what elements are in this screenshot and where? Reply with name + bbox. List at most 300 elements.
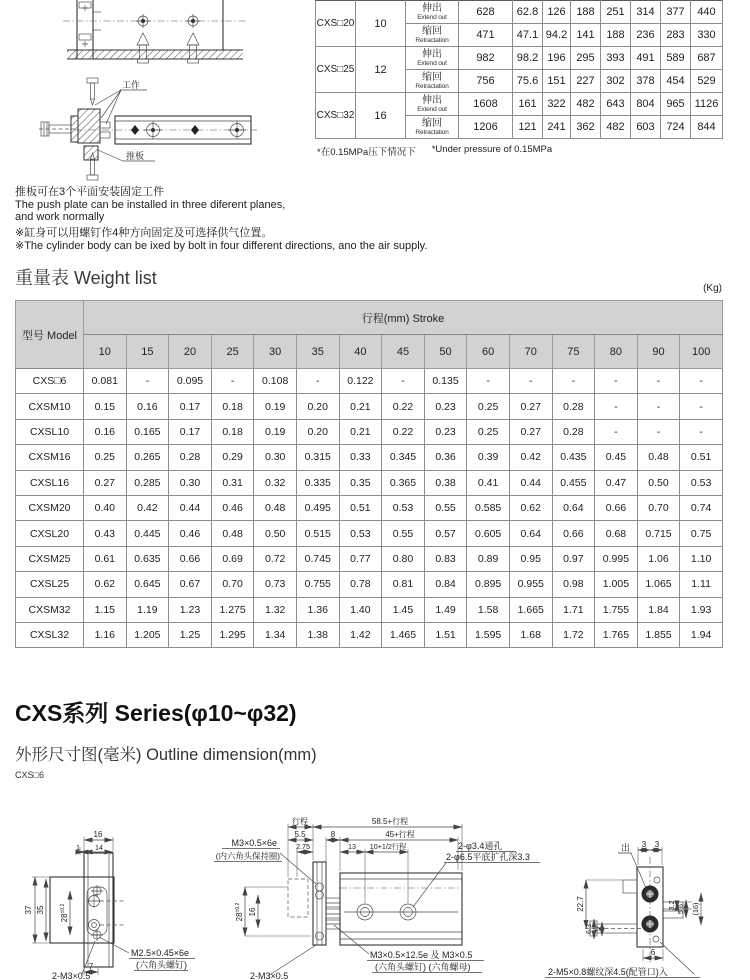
value-cell: 283 — [661, 24, 691, 47]
stroke-col-header: 10 — [84, 335, 127, 369]
dim-label: $28^{\pm 0.2}$ — [60, 903, 69, 923]
value-cell: 0.64 — [509, 521, 552, 546]
direction-cell: 缩回 Retractation — [406, 116, 459, 139]
value-cell: 0.995 — [595, 546, 638, 571]
value-cell: 0.64 — [552, 495, 595, 520]
dim-label: 22.7 — [576, 896, 585, 912]
value-cell: 322 — [543, 93, 571, 116]
value-cell: 0.55 — [382, 521, 425, 546]
value-cell: 0.108 — [254, 369, 297, 394]
value-cell: 1.205 — [126, 622, 169, 647]
value-cell: 188 — [571, 1, 601, 24]
value-cell: 0.27 — [509, 394, 552, 419]
value-cell: 1.71 — [552, 597, 595, 622]
value-cell: 0.25 — [84, 445, 127, 470]
dim-label: 行程 — [292, 817, 308, 826]
dim-label: 5.5 — [294, 830, 306, 839]
value-cell: 314 — [631, 1, 661, 24]
value-cell: 0.51 — [339, 495, 382, 520]
value-cell: 1.42 — [339, 622, 382, 647]
value-cell: 482 — [571, 93, 601, 116]
value-cell: 0.20 — [296, 394, 339, 419]
value-cell: 0.62 — [509, 495, 552, 520]
value-cell: 0.315 — [296, 445, 339, 470]
value-cell: 1.19 — [126, 597, 169, 622]
value-cell: 236 — [631, 24, 661, 47]
stroke-col-header: 70 — [509, 335, 552, 369]
stroke-col-header: 45 — [382, 335, 425, 369]
value-cell: 1.72 — [552, 622, 595, 647]
value-cell: 471 — [459, 24, 513, 47]
value-cell: 0.45 — [595, 445, 638, 470]
value-cell: 0.68 — [595, 521, 638, 546]
value-cell: 643 — [601, 93, 631, 116]
value-cell: 94.2 — [543, 24, 571, 47]
value-cell: 62.8 — [513, 1, 543, 24]
value-cell: 0.77 — [339, 546, 382, 571]
value-cell: - — [552, 369, 595, 394]
stroke-col-header: 40 — [339, 335, 382, 369]
value-cell: 1.94 — [680, 622, 723, 647]
value-cell: 0.98 — [552, 572, 595, 597]
model-cell: CXSM20 — [16, 495, 84, 520]
value-cell: 0.28 — [169, 445, 212, 470]
value-cell: 0.38 — [424, 470, 467, 495]
value-cell: 1.005 — [595, 572, 638, 597]
value-cell: 0.70 — [637, 495, 680, 520]
dim-label: 37 — [24, 905, 33, 915]
value-cell: 603 — [631, 116, 661, 139]
value-cell: 0.40 — [84, 495, 127, 520]
dim-label: 2.75 — [296, 842, 310, 851]
note-line: 推板可在3个平面安装固定工件 — [15, 186, 165, 198]
bar-hole — [228, 121, 246, 139]
weight-row — [16, 419, 723, 444]
rod-assembly — [39, 116, 79, 142]
value-cell: 1.34 — [254, 622, 297, 647]
value-cell: 0.75 — [680, 521, 723, 546]
value-cell: 151 — [543, 70, 571, 93]
screw-sublabel: (六角头螺钉) — [136, 960, 187, 970]
dim-label: 8 — [330, 830, 336, 839]
value-cell: 0.51 — [680, 445, 723, 470]
model-cell: CXSM16 — [16, 445, 84, 470]
value-cell: 121 — [513, 116, 543, 139]
value-cell: 0.46 — [211, 495, 254, 520]
value-cell: - — [211, 369, 254, 394]
direction-cell: 缩回 Retractation — [406, 24, 459, 47]
footnote-en: *Under pressure of 0.15MPa — [431, 144, 553, 155]
value-cell: 0.46 — [169, 521, 212, 546]
value-cell: 0.122 — [339, 369, 382, 394]
bar-mark — [131, 125, 139, 135]
value-cell: 0.21 — [339, 394, 382, 419]
note-line: ※缸身可以用螺钉作4种方向固定及可选择供气位置。 — [15, 227, 273, 239]
value-cell: 982 — [459, 47, 513, 70]
value-cell: 0.345 — [382, 445, 425, 470]
bore-cell: 16 — [356, 93, 406, 139]
value-cell: 0.66 — [169, 546, 212, 571]
push-plate — [78, 109, 100, 143]
value-cell: 1.93 — [680, 597, 723, 622]
weight-row — [16, 572, 723, 597]
value-cell: 0.135 — [424, 369, 467, 394]
value-cell: 1.36 — [296, 597, 339, 622]
value-cell: 0.755 — [296, 572, 339, 597]
hole-label: 2-φ3.4通孔 — [458, 841, 503, 851]
direction-cell: 缩回 Retractation — [406, 70, 459, 93]
value-cell: 0.28 — [552, 419, 595, 444]
value-cell: 1.49 — [424, 597, 467, 622]
weight-row — [16, 369, 723, 394]
value-cell: 0.515 — [296, 521, 339, 546]
value-cell: 965 — [661, 93, 691, 116]
value-cell: 302 — [601, 70, 631, 93]
dim-label: 3 — [654, 840, 660, 849]
weight-row — [16, 445, 723, 470]
force-row — [316, 93, 723, 116]
bar-hole — [144, 121, 162, 139]
force-table — [315, 0, 723, 139]
weight-row — [16, 470, 723, 495]
value-cell: 0.095 — [169, 369, 212, 394]
value-cell: 0.585 — [467, 495, 510, 520]
value-cell: 141 — [571, 24, 601, 47]
weight-row — [16, 597, 723, 622]
value-cell: 0.47 — [595, 470, 638, 495]
stroke-col-header: 20 — [169, 335, 212, 369]
value-cell: 0.19 — [254, 394, 297, 419]
value-cell: 241 — [543, 116, 571, 139]
value-cell: 0.30 — [169, 470, 212, 495]
value-cell: 0.33 — [339, 445, 382, 470]
value-cell: 251 — [601, 1, 631, 24]
value-cell: 0.31 — [211, 470, 254, 495]
value-cell: 0.645 — [126, 572, 169, 597]
value-cell: - — [595, 369, 638, 394]
value-cell: 0.18 — [211, 419, 254, 444]
model-cell: CXSL10 — [16, 419, 84, 444]
value-cell: 0.745 — [296, 546, 339, 571]
value-cell: 0.455 — [552, 470, 595, 495]
push-plate-label: 推板 — [126, 151, 145, 161]
screw-sublabel: (六角头螺钉) (六角螺母) — [375, 962, 471, 972]
value-cell: 393 — [601, 47, 631, 70]
value-cell: 0.83 — [424, 546, 467, 571]
note-line: The push plate can be installed in three diferent planes, — [15, 198, 286, 211]
dim-label: 1 — [76, 843, 80, 852]
value-cell: 0.42 — [126, 495, 169, 520]
value-cell: 98.2 — [513, 47, 543, 70]
value-cell: 0.22 — [382, 394, 425, 419]
model-cell: CXSM25 — [16, 546, 84, 571]
value-cell: 0.285 — [126, 470, 169, 495]
value-cell: 1.25 — [169, 622, 212, 647]
value-cell: 1.38 — [296, 622, 339, 647]
footnote-cn: *在0.15MPa压下情况下 — [317, 147, 416, 158]
value-cell: 1.595 — [467, 622, 510, 647]
value-cell: 0.715 — [637, 521, 680, 546]
hole-label: 2-φ6.5平底扩孔深3.3 — [446, 852, 530, 862]
value-cell: 529 — [691, 70, 723, 93]
value-cell: 0.95 — [509, 546, 552, 571]
value-cell: 1.40 — [339, 597, 382, 622]
bar-mark — [191, 125, 199, 135]
value-cell: 1.23 — [169, 597, 212, 622]
stroke-col-header: 30 — [254, 335, 297, 369]
model-cell: CXSL25 — [16, 572, 84, 597]
value-cell: 804 — [631, 93, 661, 116]
series-heading: CXS系列 Series(φ10~φ32) — [15, 700, 297, 726]
value-cell: 0.62 — [84, 572, 127, 597]
value-cell: 687 — [691, 47, 723, 70]
value-cell: 0.53 — [680, 470, 723, 495]
model-cell: CXSL20 — [16, 521, 84, 546]
value-cell: 0.70 — [211, 572, 254, 597]
value-cell: - — [595, 419, 638, 444]
value-cell: 0.30 — [254, 445, 297, 470]
dim-label: 16 — [93, 830, 103, 839]
value-cell: 0.16 — [126, 394, 169, 419]
value-cell: 1.84 — [637, 597, 680, 622]
value-cell: 0.41 — [467, 470, 510, 495]
dim-label: $28^{\pm 0.2}$ — [235, 902, 244, 922]
value-cell: - — [509, 369, 552, 394]
value-cell: 0.605 — [467, 521, 510, 546]
dim-label: 45+行程 — [385, 830, 415, 839]
value-cell: 0.18 — [211, 394, 254, 419]
direction-cell: 伸出 Extend out — [406, 93, 459, 116]
force-row — [316, 47, 723, 70]
note-line: and work normally — [15, 211, 105, 223]
value-cell: 0.16 — [84, 419, 127, 444]
model-cell: CXS□32 — [316, 93, 356, 139]
value-cell: 0.78 — [339, 572, 382, 597]
value-cell: - — [595, 394, 638, 419]
value-cell: 589 — [661, 47, 691, 70]
thread-label: 2-M3×0.5 — [250, 971, 289, 980]
value-cell: 0.66 — [595, 495, 638, 520]
value-cell: 0.19 — [254, 419, 297, 444]
work-label: 工作 — [122, 80, 141, 90]
value-cell: 362 — [571, 116, 601, 139]
weight-row — [16, 521, 723, 546]
unit-label: (Kg) — [703, 283, 722, 294]
value-cell: 0.39 — [467, 445, 510, 470]
value-cell: 0.89 — [467, 546, 510, 571]
model-cell: CXSM32 — [16, 597, 84, 622]
value-cell: 126 — [543, 1, 571, 24]
force-row — [316, 1, 723, 24]
value-cell: 188 — [601, 24, 631, 47]
value-cell: - — [680, 419, 723, 444]
value-cell: 0.97 — [552, 546, 595, 571]
value-cell: 75.6 — [513, 70, 543, 93]
value-cell: 0.72 — [254, 546, 297, 571]
value-cell: 1.665 — [509, 597, 552, 622]
value-cell: 0.55 — [424, 495, 467, 520]
out-label: 出 — [620, 843, 630, 853]
screw-label: M3×0.5×12.5e 及 M3×0.5 — [370, 950, 473, 960]
value-cell: 0.53 — [339, 521, 382, 546]
force-footnote — [317, 144, 552, 158]
value-cell: 378 — [631, 70, 661, 93]
value-cell: 0.17 — [169, 419, 212, 444]
value-cell: 1.765 — [595, 622, 638, 647]
value-cell: 1206 — [459, 116, 513, 139]
model-cell: CXS□20 — [316, 1, 356, 47]
value-cell: 0.445 — [126, 521, 169, 546]
bore-cell: 12 — [356, 47, 406, 93]
value-cell: 0.74 — [680, 495, 723, 520]
note-line: ※The cylinder body can be ixed by bolt in four different directions, ano the air supply. — [15, 239, 428, 252]
value-cell: 0.17 — [169, 394, 212, 419]
value-cell: 0.81 — [382, 572, 425, 597]
value-cell: 491 — [631, 47, 661, 70]
value-cell: 1.51 — [424, 622, 467, 647]
value-cell: 1.58 — [467, 597, 510, 622]
value-cell: 1.15 — [84, 597, 127, 622]
stroke-col-header: 80 — [595, 335, 638, 369]
value-cell: 0.495 — [296, 495, 339, 520]
value-cell: 844 — [691, 116, 723, 139]
cylinder-note — [15, 227, 427, 252]
dim-label: 16 — [248, 907, 257, 917]
direction-cell: 伸出 Extend out — [406, 47, 459, 70]
dim-label: 5.6 — [676, 904, 685, 914]
value-cell: 227 — [571, 70, 601, 93]
value-cell: - — [126, 369, 169, 394]
dim-label: 6 — [650, 948, 656, 957]
weight-row — [16, 622, 723, 647]
stroke-col-header: 25 — [211, 335, 254, 369]
model-cell: CXS□25 — [316, 47, 356, 93]
value-cell: 1126 — [691, 93, 723, 116]
dim-label: 35 — [36, 905, 45, 915]
value-cell: 0.80 — [382, 546, 425, 571]
weight-row — [16, 394, 723, 419]
value-cell: 0.53 — [382, 495, 425, 520]
stroke-col-header: 90 — [637, 335, 680, 369]
value-cell: 1.465 — [382, 622, 425, 647]
value-cell: 1.06 — [637, 546, 680, 571]
value-cell: 161 — [513, 93, 543, 116]
value-cell: - — [680, 394, 723, 419]
dim-label: 58.5+行程 — [371, 817, 409, 826]
value-cell: 0.895 — [467, 572, 510, 597]
value-cell: 0.61 — [84, 546, 127, 571]
dim-label: (16) — [691, 902, 700, 916]
value-cell: 1.065 — [637, 572, 680, 597]
value-cell: 756 — [459, 70, 513, 93]
value-cell: 0.165 — [126, 419, 169, 444]
model-header: 型号 Model — [16, 301, 84, 369]
dim-label: 13 — [348, 842, 356, 851]
direction-cell: 伸出 Extend out — [406, 1, 459, 24]
value-cell: 0.22 — [382, 419, 425, 444]
value-cell: 0.25 — [467, 394, 510, 419]
outline-view-right — [545, 840, 701, 978]
value-cell: - — [637, 394, 680, 419]
value-cell: 295 — [571, 47, 601, 70]
dim-label: 7 — [88, 962, 94, 971]
value-cell: 0.67 — [169, 572, 212, 597]
stroke-col-header: 50 — [424, 335, 467, 369]
value-cell: 0.44 — [169, 495, 212, 520]
value-cell: 0.42 — [509, 445, 552, 470]
value-cell: 482 — [601, 116, 631, 139]
dim-label: 5 — [593, 927, 602, 931]
value-cell: 1.275 — [211, 597, 254, 622]
value-cell: 0.50 — [254, 521, 297, 546]
value-cell: 0.84 — [424, 572, 467, 597]
value-cell: 0.48 — [254, 495, 297, 520]
value-cell: 454 — [661, 70, 691, 93]
value-cell: 0.20 — [296, 419, 339, 444]
value-cell: 0.335 — [296, 470, 339, 495]
screw-label: M2.5×0.45×6e — [131, 948, 190, 958]
model-variant-label: CXS□6 — [15, 770, 44, 780]
weight-table — [15, 300, 723, 648]
stroke-header: 行程(mm) Stroke — [84, 301, 723, 335]
value-cell: 440 — [691, 1, 723, 24]
value-cell: 0.23 — [424, 419, 467, 444]
value-cell: 1.295 — [211, 622, 254, 647]
outline-view-middle — [214, 816, 540, 980]
value-cell: 0.265 — [126, 445, 169, 470]
dim-label: 3 — [641, 840, 647, 849]
retainer-label: M3×0.5×6e — [231, 838, 277, 848]
value-cell: 0.15 — [84, 394, 127, 419]
value-cell: 0.35 — [339, 470, 382, 495]
value-cell: - — [680, 369, 723, 394]
value-cell: 0.69 — [211, 546, 254, 571]
value-cell: 1.755 — [595, 597, 638, 622]
stroke-col-header: 15 — [126, 335, 169, 369]
outline-dimension-subheading: 外形尺寸图(毫米) Outline dimension(mm) — [15, 746, 317, 764]
outline-view-left — [24, 830, 195, 980]
model-cell: CXSL32 — [16, 622, 84, 647]
value-cell: 0.28 — [552, 394, 595, 419]
value-cell: 1.32 — [254, 597, 297, 622]
value-cell: 0.50 — [637, 470, 680, 495]
weight-row — [16, 495, 723, 520]
model-cell: CXSL16 — [16, 470, 84, 495]
value-cell: 0.21 — [339, 419, 382, 444]
dim-label: 3.2 — [667, 900, 676, 911]
value-cell: 724 — [661, 116, 691, 139]
value-cell: 0.66 — [552, 521, 595, 546]
value-cell: 0.29 — [211, 445, 254, 470]
weight-row — [16, 546, 723, 571]
value-cell: 0.43 — [84, 521, 127, 546]
dim-label: 14 — [95, 843, 103, 852]
stroke-col-header: 75 — [552, 335, 595, 369]
value-cell: 330 — [691, 24, 723, 47]
push-plate-note — [15, 186, 285, 224]
dim-label: 6.3 — [584, 924, 593, 934]
value-cell: 0.48 — [637, 445, 680, 470]
value-cell: - — [382, 369, 425, 394]
value-cell: 0.48 — [211, 521, 254, 546]
value-cell: 628 — [459, 1, 513, 24]
value-cell: 1.45 — [382, 597, 425, 622]
value-cell: 0.635 — [126, 546, 169, 571]
thread-label: 2-M3×0.5 — [52, 971, 91, 980]
value-cell: 0.23 — [424, 394, 467, 419]
value-cell: - — [467, 369, 510, 394]
value-cell: - — [637, 419, 680, 444]
